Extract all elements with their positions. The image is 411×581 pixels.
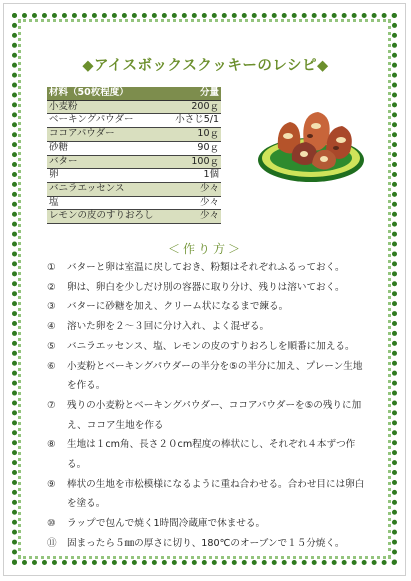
ingredient-name: 砂糖 [47,141,168,155]
ingredients-table [47,87,221,224]
step-text [67,514,373,534]
step-line: バターと卵は室温に戻しておき、粉類はそれぞれふるっておく。 [67,262,345,273]
method-step [47,337,373,357]
ingredient-qty: 小さじ5/1 [168,114,221,128]
step-number: ④ [47,321,56,333]
step-line: バニラエッセンス、塩、レモンの皮のすりおろしを順番に加える。 [67,340,355,352]
step-number: ⑤ [47,340,56,352]
method-step [47,278,373,298]
ingredient-name: 塩 [47,196,168,210]
step-line: を塗る。 [67,498,106,510]
step-text [67,396,373,435]
step-line: を作る。 [67,380,106,392]
ingredient-row [47,141,221,155]
step-line: 残りの小麦粉とベーキングパウダー、ココアパウダーを⑤の残りに加 [67,399,362,411]
step-number: ⑧ [47,439,56,451]
step-number: ⑦ [47,399,56,411]
step-line: 小麦粉とベーキングパウダーの半分を⑤の半分に加え、プレーン生地 [67,360,363,372]
recipe-title: ◆アイスボックスクッキーのレシピ◆ [82,58,329,74]
method-step [47,534,373,554]
ingredient-row [47,169,221,183]
ingredient-qty: 200ｇ [168,100,221,114]
ingredient-row [47,128,221,142]
method-title: ＜作り方＞ [167,242,243,256]
step-text [67,278,373,298]
ingredient-qty: 1個 [168,169,221,183]
step-line: バターに砂糖を加え、クリーム状になるまで練る。 [67,301,289,313]
ingredient-qty: 10ｇ [168,128,221,142]
ingredient-name: レモンの皮のすりおろし [47,210,168,224]
ingredient-row [47,114,221,128]
step-line: 生地は１cm角、長さ２０cm程度の棒状にし、それぞれ４本ずつ作る。 [67,439,356,471]
ingredient-name: ベーキングパウダー [47,114,168,128]
ingredient-qty: 少々 [168,182,221,196]
step-text [67,435,373,474]
step-number: ⑪ [47,537,57,549]
cookie-plate-icon [256,108,366,186]
step-number: ⑨ [47,478,56,490]
ingredient-qty: 90ｇ [168,141,221,155]
step-number: ③ [47,301,56,313]
method-step [47,435,373,474]
ingredient-qty: 100ｇ [168,155,221,169]
method-step [47,317,373,337]
step-text [67,337,373,357]
ingredient-row [47,210,221,224]
step-line: 卵は、卵白を少しだけ別の容器に取り分け、残りは溶いておく。 [67,281,345,293]
method-steps [47,258,373,554]
step-number: ① [47,262,56,273]
step-text [67,297,373,317]
ingredients-header-qty: 分量 [168,87,221,100]
step-text [67,258,373,278]
ingredient-row [47,196,221,210]
step-text [67,317,373,337]
method-step [47,475,373,514]
ingredient-name: バター [47,155,168,169]
step-line: え、ココア生地を作る [67,419,164,431]
step-line: ラップで包んで焼く1時間冷蔵庫で休ませる。 [67,518,266,530]
method-step [47,297,373,317]
ingredient-qty: 少々 [168,196,221,210]
method-step [47,514,373,534]
step-text [67,475,373,514]
ingredient-name: バニラエッセンス [47,182,168,196]
step-line: 溶いた卵を２～３回に分け入れ、よく混ぜる。 [67,321,270,333]
step-text [67,357,373,396]
ingredient-name: ココアパウダー [47,128,168,142]
ingredient-row [47,100,221,114]
step-number: ⑩ [47,518,56,530]
method-step [47,396,373,435]
ingredient-name: 卵 [47,169,168,183]
step-number: ⑥ [47,360,56,372]
method-step [47,357,373,396]
step-text [67,534,373,554]
ingredient-row [47,155,221,169]
ingredient-name: 小麦粉 [47,100,168,114]
step-line: 固まったら５㎜の厚さに切り、180℃のオーブンで１５分焼く。 [67,537,345,549]
ingredients-header-name: 材料（50枚程度） [47,87,168,100]
step-number: ② [47,281,56,293]
ingredients-header-row [47,87,221,100]
ingredient-row [47,182,221,196]
ingredient-qty: 少々 [168,210,221,224]
step-line: 棒状の生地を市松模様になるように重ね合わせる。合わせ目には卵白 [67,478,365,490]
method-step [47,258,373,278]
